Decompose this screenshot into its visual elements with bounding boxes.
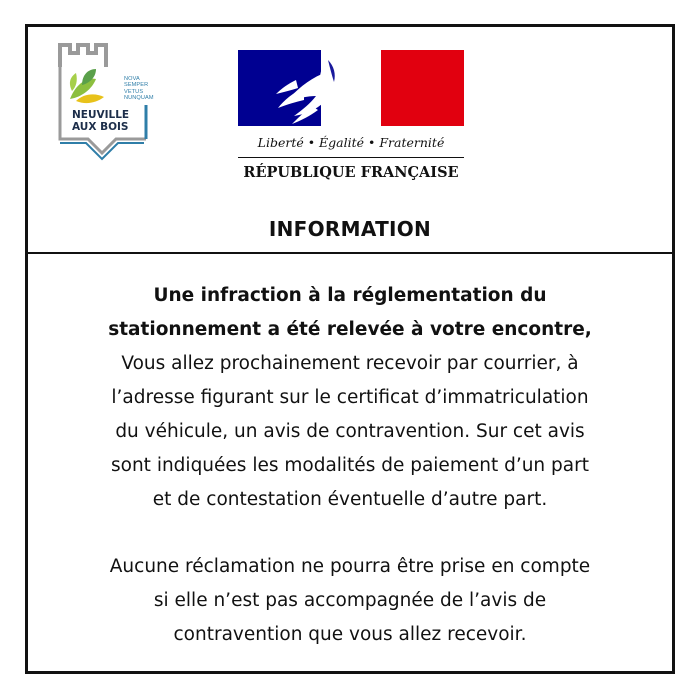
town-motto-line: NOVA (124, 76, 140, 82)
notice-body (48, 279, 652, 652)
town-motto (124, 76, 174, 101)
town-motto-line: NUNQUAM (124, 94, 154, 101)
republique-name: RÉPUBLIQUE FRANÇAISE (243, 164, 459, 181)
notice-line: et de contestation éventuelle d’autre part. (152, 489, 548, 510)
town-name-line: NEUVILLE (72, 109, 130, 121)
town-motto-line: VETUS (124, 88, 144, 95)
notice-lead-line: stationnement a été relevée à votre encontre, (108, 319, 592, 340)
notice-line: Vous allez prochainement recevoir par courrier, à (121, 353, 579, 374)
notice-line: Aucune réclamation ne pourra être prise en compte (109, 556, 591, 577)
town-motto-line: SEMPER (124, 82, 149, 89)
town-logo (52, 39, 152, 161)
republique-logo (238, 50, 464, 210)
notice-line: sont indiquées les modalités de paiement d’un part (111, 455, 589, 476)
town-name (72, 109, 152, 133)
paragraph-spacer (48, 517, 652, 550)
notice-line: si elle n’est pas accompagnée de l’avis de (153, 590, 547, 611)
notice-lead-line: Une infraction à la réglementation du (153, 285, 547, 306)
header-divider (28, 252, 672, 254)
notice-frame (25, 24, 675, 674)
notice-line: contravention que vous allez recevoir. (173, 624, 527, 645)
notice-line: du véhicule, un avis de contravention. Sur cet avis (115, 421, 585, 442)
notice-line: l’adresse figurant sur le certificat d’immatriculation (111, 387, 589, 408)
marianne-flag-icon (238, 50, 464, 126)
republique-divider (238, 157, 464, 158)
town-name-line: AUX BOIS (72, 121, 129, 133)
page-title: INFORMATION (268, 217, 432, 241)
republique-motto: Liberté • Égalité • Fraternité (257, 135, 445, 150)
